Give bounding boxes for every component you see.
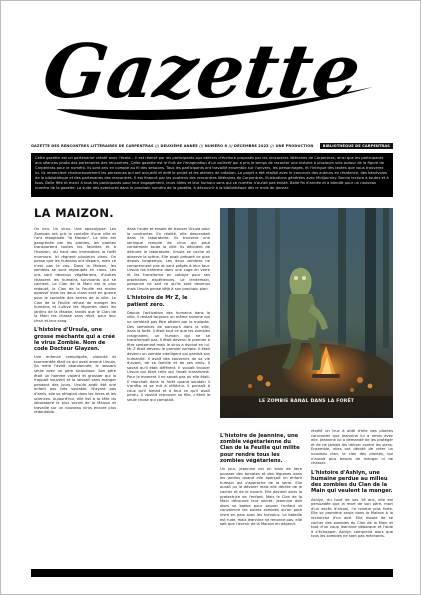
article-paragraph: dans l'aube et essaie de trouver Ursula pour la confronter. En réalité, elle descendait dans le laboratoire. Ils trouvent une seringue remplie de virus qui peut contaminer toute la ville. Ils décident de détruire le laboratoire. Ursula se cache et observe la scène. Elle avait préparé ce plan depuis longtemps. Les deux zombies ne comprennent pas et sont piégés à leur tour. Ursula les enferme dans une cage en verre et les transforme en cobaye pour ses prochaines expériences. Le lendemain, personne ne sait ce qu'ils sont devenus mais Ursula pense déjà à son prochain plan. bbox=[127, 227, 210, 291]
article-column-2 bbox=[127, 227, 210, 557]
issue-info: GAZETTE DES RENCONTRES LITTÉRAIRES DE CARPENTRAS /// DEUXIÈME ANNÉE /// NUMÉRO 6 /// DÉCEMBRE 2023 /// UNE PRODUCTION bbox=[31, 144, 314, 148]
article-paragraph: Ashlyn, du haut de ses 16 ans, elle est persuadée que la mort de son père, mort d'un excès d'alcool, l'a rendue plus forte. Elle se promène seule dans la Maizon à la recherche d'un abri. Elle essaie de se cacher des zombies du Clan de la Main et tout d'un coup Jeannine débarque et l'aide à s'échapper. Ashlyn comprend alors que tous les zombies ne sont pas méchants. bbox=[311, 497, 393, 539]
article-heading: LA MAIZON. bbox=[34, 206, 114, 220]
article-paragraph: Une enfance compliquée, violente et tourmentée était ce qui avait amené Ursula. Sa mère l'avait abandonnée, le laissant seule avec un père alcoolique. Son père était un homme violent et grossier qui la frappait souvent et la laissait sans manger pendant des jours. Ursula avait été une enfant pas très sociable. N'ayant pas d'amis, elle se réfugiait dans les livres et les sciences. Aujourd'hui, elle est à la tête du laboratoire le plus secret de la Maizon et travaille sur un nouveau virus encore plus redoutable. bbox=[34, 355, 116, 415]
photo-caption: LE ZOMBIE BANAL DANS LA FORÊT bbox=[258, 399, 355, 404]
section-subheading: L'histoire de Jeannine, une zombie végétarienne du Clan de la Feuille qui milite pour rendre tous les zombies végétariens. bbox=[220, 433, 300, 464]
article-column-1 bbox=[34, 227, 116, 557]
article-column-3 bbox=[220, 429, 302, 559]
intro-text: Cette gazette est un partenariat créatif avec l'école... Il est réalisé par les participants aux ateliers d'écriture proposés par les rencontres littéraires de Carpentras, ainsi que les participants aux séances photo des partenaires des rencontres. Cette gazette est le fruit de l'imagination d'un collectif qui a pris le temps de raconter une histoire à plusieurs voix autour de la figure de Carpentras pour le numéro. Ils sont pris en compte au fil des sessions. Tous les participants ont travaillé ensemble sur l'univers, les personnages, et l'intrigue des textes que vous trouverez ici. Ils remercient chaleureusement les personnes qui ont accueilli et aidé le projet et les ateliers de création. Le projet a été réalisé avec le concours des auteurs en résidence, des bénévoles de la bibliothèque et des partenaires des rencontres. Il est financé par les soutiens des rencontres littéraires de Carpentras. Illustrations générées avec Midjourney. Bonne lecture à toutes et à tous. Belle fête et merci à tous les participants pour leur engagement, leurs idées et leur humour sans qui ce numéro n'aurait pas existé. Belle fin d'année et à bientôt pour un nouveau numéro de la gazette. La suite des aventures dans le prochain numéro de la gazette, à découvrir à la bibliothèque dès le mois de janvier. bbox=[35, 156, 389, 190]
article-paragraph: Depuis l'activation des humains dans la ville, il restait toujours un même homme qui ne semblait pas être atteint par la maladie. Des semaines de parcours dans la ville, dans la forêt. Il était tout ce que les zombies craignaient, un humain qui ne se transformait pas. Il était devenu le premier à être contaminé mais le virus a évolué en lui. Mr Z était devenu le premier zombie. Il était devenu un zombie intelligent qui gardait son humanité. Il avait des souvenirs de sa vie d'avant, de sa famille et de ses amis. Il savait qu'il était différent. Il voulait trouver Ursula qui était celle qui l'avait transformé. Pour le moment il ne savait pas où elle était. Il marchait dans la forêt quand soudain il s'arrêta et se mit à réfléchir. Il pensait à ceux qu'il aimait et à tout ce qu'il avait perdu. Il voulait retrouver sa fille, c'était la seule chose qui comptait. bbox=[127, 310, 210, 402]
intro-box bbox=[31, 153, 393, 197]
article-paragraph: On lieu. Un virus. Une apocalypse. Les Zombies ont pris le contrôle d'une ville et l'ont rebaptisée "la Maizon". La ville est gangrenée par les plantes, les plantes transportent toutes les facettes et à l'horizon, du haut des immeubles la forêt murmure. Ici règnent plusieurs clans. On pense que les humains ont disparu, mais ce n'est pas le cas. Dans la Maizon, les zombies se sont regroupés en clans. Les uns sont devenus végétariens, d'autres chassent les humains survivants qui se cachent. Le Clan de la Main est le plus redouté, le Clan de la Feuille est moins agressif mais les deux clans sont en guerre pour le contrôle des serres de la ville. Le Clan de la Feuille refuse de manger les humains et cultive les légumes dans les jardins de la Maizon, tandis que le Clan de la Main les chasse sans répit, pour leur chair et leur sang. bbox=[34, 227, 116, 323]
gazette-logo bbox=[1, 7, 421, 137]
publisher-badge: BIBLIOTHÈQUE DE CARPENTRAS bbox=[320, 143, 393, 149]
logo-wordmark: Gazette bbox=[37, 27, 366, 115]
section-subheading: L'histoire de Mr Z, le patient zéro. bbox=[127, 295, 188, 308]
article-paragraph: Un jour, Jeannine est en train de faire pousser des tomates et des légumes dans les jardins quand elle aperçoit un enfant humain qui s'approche de la serre. Elle aurait pu le dévorer mais elle décide de le cacher et de le nourrir. Elle devient alors la protectrice de l'enfant. Mais le Clan de la Main découvre leur secret. Jeannine doit alors se battre pour sauver l'enfant et convaincre les autres zombies qu'on peut vivre en paix avec les humains. La bataille est rude, mais Jeannine ne renonce pas, elle sait que l'avenir de la Maizon en dépend. bbox=[220, 467, 302, 527]
footer-bar bbox=[31, 569, 393, 577]
masthead bbox=[1, 7, 421, 137]
zombie-illustration bbox=[220, 208, 393, 418]
issue-info-bar bbox=[31, 142, 393, 150]
forest-scene-image bbox=[220, 208, 393, 418]
article-paragraph: révélé un truc à aidé d'elle des plantes carnivores que Jeannine lui a remis avec elle. Jeannine lui a demandé de les protéger et de ne jamais les utiliser contre les siens. Ensemble, elles ont décidé de créer un nouveau clan, le clan des plantes, qui n'aurait plus besoin de manger ni de chasser. bbox=[311, 429, 393, 466]
section-subheading: L'histoire d'Ursula, une grosse méchante qui a créé le virus Zombie. Nom de code Docteur Glayzen. bbox=[34, 327, 115, 353]
article-column-4 bbox=[311, 429, 393, 559]
section-subheading: L'histoire d'Ashlyn, une humaine perdue au milieu des zombies du Clan de la Main qui veulent la manger. bbox=[311, 469, 393, 495]
